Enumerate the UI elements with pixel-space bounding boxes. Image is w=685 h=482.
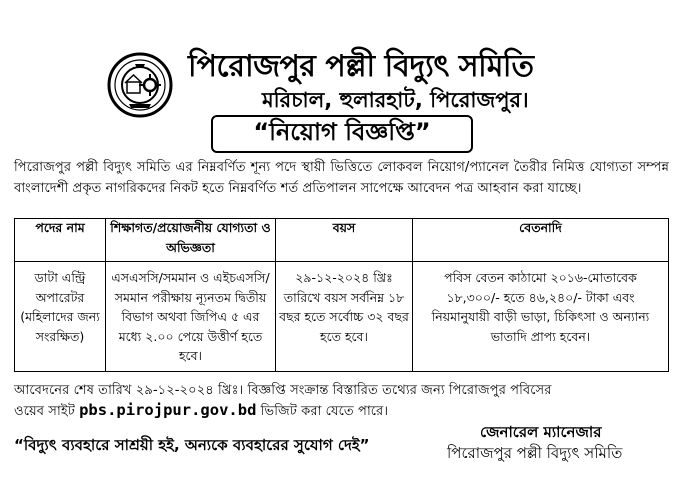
website-link[interactable]: pbs.pirojpur.gov.bd (79, 401, 257, 419)
intro-paragraph: পিরোজপুর পল্লী বিদ্যুৎ সমিতি এর নিম্নবর্ণিত শূন্য পদে স্থায়ী ভিত্তিতে লোকবল নিয়োগ/প্যানেল তৈরীর নিমিত্ত যোগ্যতা সম্পন্ন বাংলাদেশী প্রকৃত নাগরিকদের নিকট হতে নিম্নবর্ণিত শর্ত প্রতিপালন সাপেক্ষে আবেদন পত্র আহবান করা যাচ্ছে। (14, 160, 669, 196)
cell-salary: পবিস বেতন কাঠামো ২০১৬-মোতাবেক ১৮,৩০০/- হতে ৪৬,২৪০/- টাকা এবং নিয়মানুযায়ী বাড়ী ভাড়া, চিকিৎসা ও অন্যান্য ভাতাদি প্রাপ্য হবেন। (413, 262, 669, 372)
website-suffix: ভিজিট করা যেতে পারে। (260, 404, 389, 419)
table-row (15, 262, 669, 372)
notice-title: “নিয়োগ বিজ্ঞপ্তি” (211, 115, 473, 153)
header-qualification: শিক্ষাগত/প্রয়োজনীয় যোগ্যতা ও অভিজ্ঞতা (106, 219, 276, 262)
pbs-logo-emblem (107, 52, 173, 118)
deadline-text: আবেদনের শেষ তারিখ ২৯-১২-২০২৪ খ্রিঃ। বিজ্ঞপ্তি সংক্রান্ত বিস্তারিত তথ্যের জন্য পিরোজপুর পবিসের (14, 383, 552, 398)
cell-qualification: এসএসসি/সমমান ও এইচএসসি/সমমান পরীক্ষায় ন্যূনতম দ্বিতীয় বিভাগ অথবা জিপিএ ৫ এর মধ্যে ২.০০ পেয়ে উত্তীর্ণ হতে হবে। (106, 262, 276, 372)
website-line (14, 401, 388, 423)
org-name: পিরোজপুর পল্লী বিদ্যুৎ সমিতি (188, 49, 534, 84)
slogan: “বিদ্যুৎ ব্যবহারে সাশ্রয়ী হই, অন্যকে ব্যবহারের সুযোগ দেই” (14, 436, 370, 454)
website-prefix: ওয়েব সাইট (14, 404, 75, 419)
cell-post: ডাটা এন্ট্রি অপারেটর (মহিলাদের জন্য সংরক্ষিত) (15, 262, 106, 372)
vacancy-table (14, 218, 669, 372)
org-address: মরিচাল, হুলারহাট, পিরোজপুর। (262, 88, 529, 112)
header-age: বয়স (276, 219, 413, 262)
header-post: পদের নাম (15, 219, 106, 262)
signer-title: জেনারেল ম্যানেজার (480, 423, 602, 441)
header-salary: বেতনাদি (413, 219, 669, 262)
signer-org: পিরোজপুর পল্লী বিদ্যুৎ সমিতি (447, 444, 623, 462)
cell-age: ২৯-১২-২০২৪ খ্রিঃ তারিখে বয়স সর্বনিম্ন ১৮ বছর হতে সর্বোচ্চ ৩২ বছর হতে হবে। (276, 262, 413, 372)
table-header-row (15, 219, 669, 262)
